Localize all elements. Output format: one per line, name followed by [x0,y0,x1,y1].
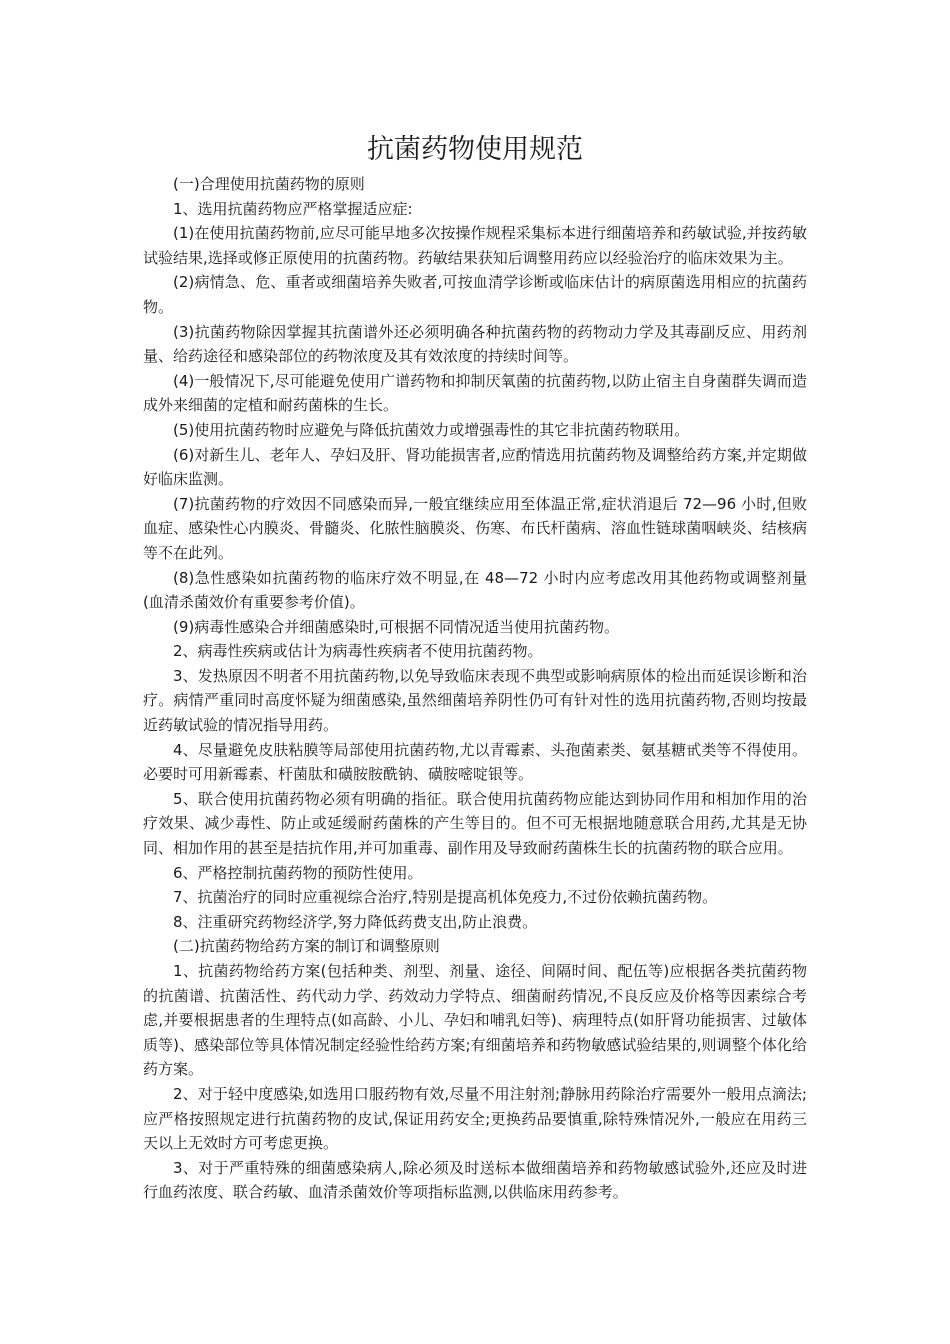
paragraph: 2、对于轻中度感染,如选用口服药物有效,尽量不用注射剂;静脉用药除治疗需要外一般用点滴法;应严格按照规定进行抗菌药物的皮试,保证用药安全;更换药品要慎重,除特殊情况外,一般应在用药三天以上无效时方可考虑更换。 [143,1084,807,1153]
document-title: 抗菌药物使用规范 [367,134,583,165]
paragraph-principles-heading: (一)合理使用抗菌药物的原则 [173,175,365,193]
paragraph: (3)抗菌药物除因掌握其抗菌谱外还必须明确各种抗菌药物的药物动力学及其毒副反应、用药剂量、给药途径和感染部位的药物浓度及其有效浓度的持续时间等。 [143,322,807,366]
paragraph: 8、注重研究药物经济学,努力降低药费支出,防止浪费。 [173,912,538,931]
paragraph: (5)使用抗菌药物时应避免与降低抗菌效力或增强毒性的其它非抗菌药物联用。 [173,420,690,439]
paragraph: 1、选用抗菌药物应严格掌握适应症: [173,199,413,218]
paragraph: (7)抗菌药物的疗效因不同感染而异,一般宜继续应用至体温正常,症状消退后 72—96 小时,但败血症、感染性心内膜炎、骨髓炎、化脓性脑膜炎、伤寒、布氏杆菌病、溶血性链球菌咽峡炎、结核病等不在此列。 [143,494,807,562]
paragraph: 2、病毒性疾病或估计为病毒性疾病者不使用抗菌药物。 [173,642,543,661]
paragraph: 6、严格控制抗菌药物的预防性使用。 [173,863,423,882]
document-body [143,172,807,1205]
paragraph: (8)急性感染如抗菌药物的临床疗效不明显,在 48—72 小时内应考虑改用其他药物或调整剂量(血清杀菌效价有重要参考价值)。 [143,568,807,612]
paragraph: (2)病情急、危、重者或细菌培养失败者,可按血清学诊断或临床估计的病原菌选用相应的抗菌药物。 [143,273,807,316]
paragraph: (4)一般情况下,尽可能避免使用广谱药物和抑制厌氧菌的抗菌药物,以防止宿主自身菌群失调而造成外来细菌的定植和耐药菌株的生长。 [143,371,807,415]
paragraph: 7、抗菌治疗的同时应重视综合治疗,特别是提高机体免疫力,不过份依赖抗菌药物。 [173,888,718,907]
paragraph-dosing-heading: (二)抗菌药物给药方案的制订和调整原则 [173,937,440,956]
paragraph: (9)病毒性感染合并细菌感染时,可根据不同情况适当使用抗菌药物。 [173,617,620,636]
paragraph: 3、对于严重特殊的细菌感染病人,除必须及时送标本做细菌培养和药物敏感试验外,还应及时进行血药浓度、联合药敏、血清杀菌效价等项指标监测,以供临床用药参考。 [143,1158,807,1202]
paragraph: (1)在使用抗菌药物前,应尽可能早地多次按操作规程采集标本进行细菌培养和药敏试验,并按药敏试验结果,选择或修正原使用的抗菌药物。药敏结果获知后调整用药应以经验治疗的临床效果为主。 [143,224,807,267]
paragraph: (6)对新生儿、老年人、孕妇及肝、肾功能损害者,应酌情选用抗菌药物及调整给药方案,并定期做好临床监测。 [143,445,807,489]
paragraph: 5、联合使用抗菌药物必须有明确的指征。联合使用抗菌药物应能达到协同作用和相加作用的治疗效果、减少毒性、防止或延缓耐药菌株的产生等目的。但不可无根据地随意联合用药,尤其是无协同、相加作用的甚至是拮抗作用,并可加重毒、副作用及导致耐药菌株生长的抗菌药物的联合应用。 [143,789,807,858]
paragraph: 3、发热原因不明者不用抗菌药物,以免导致临床表现不典型或影响病原体的检出而延误诊断和治疗。病情严重同时高度怀疑为细菌感染,虽然细菌培养阴性仍可有针对性的选用抗菌药物,否则均按最近药敏试验的情况指导用药。 [143,666,807,735]
paragraph: 1、抗菌药物给药方案(包括种类、剂型、剂量、途径、间隔时间、配伍等)应根据各类抗菌药物的抗菌谱、抗菌活性、药代动力学、药效动力学特点、细菌耐药情况,不良反应及价格等因素综合考虑,并要根据患者的生理特点(如高龄、小儿、孕妇和哺乳妇等)、病理特点(如肝肾功能损害、过敏体质等)、感染部位等具体情况制定经验性给药方案;有细菌培养和药物敏感试验结果的,则调整个体化给药方案。 [143,962,807,1079]
paragraph: 4、尽量避免皮肤粘膜等局部使用抗菌药物,尤以青霉素、头孢菌素类、氨基糖甙类等不得使用。必要时可用新霉素、杆菌肽和磺胺胺酰钠、磺胺嘧啶银等。 [143,740,807,784]
